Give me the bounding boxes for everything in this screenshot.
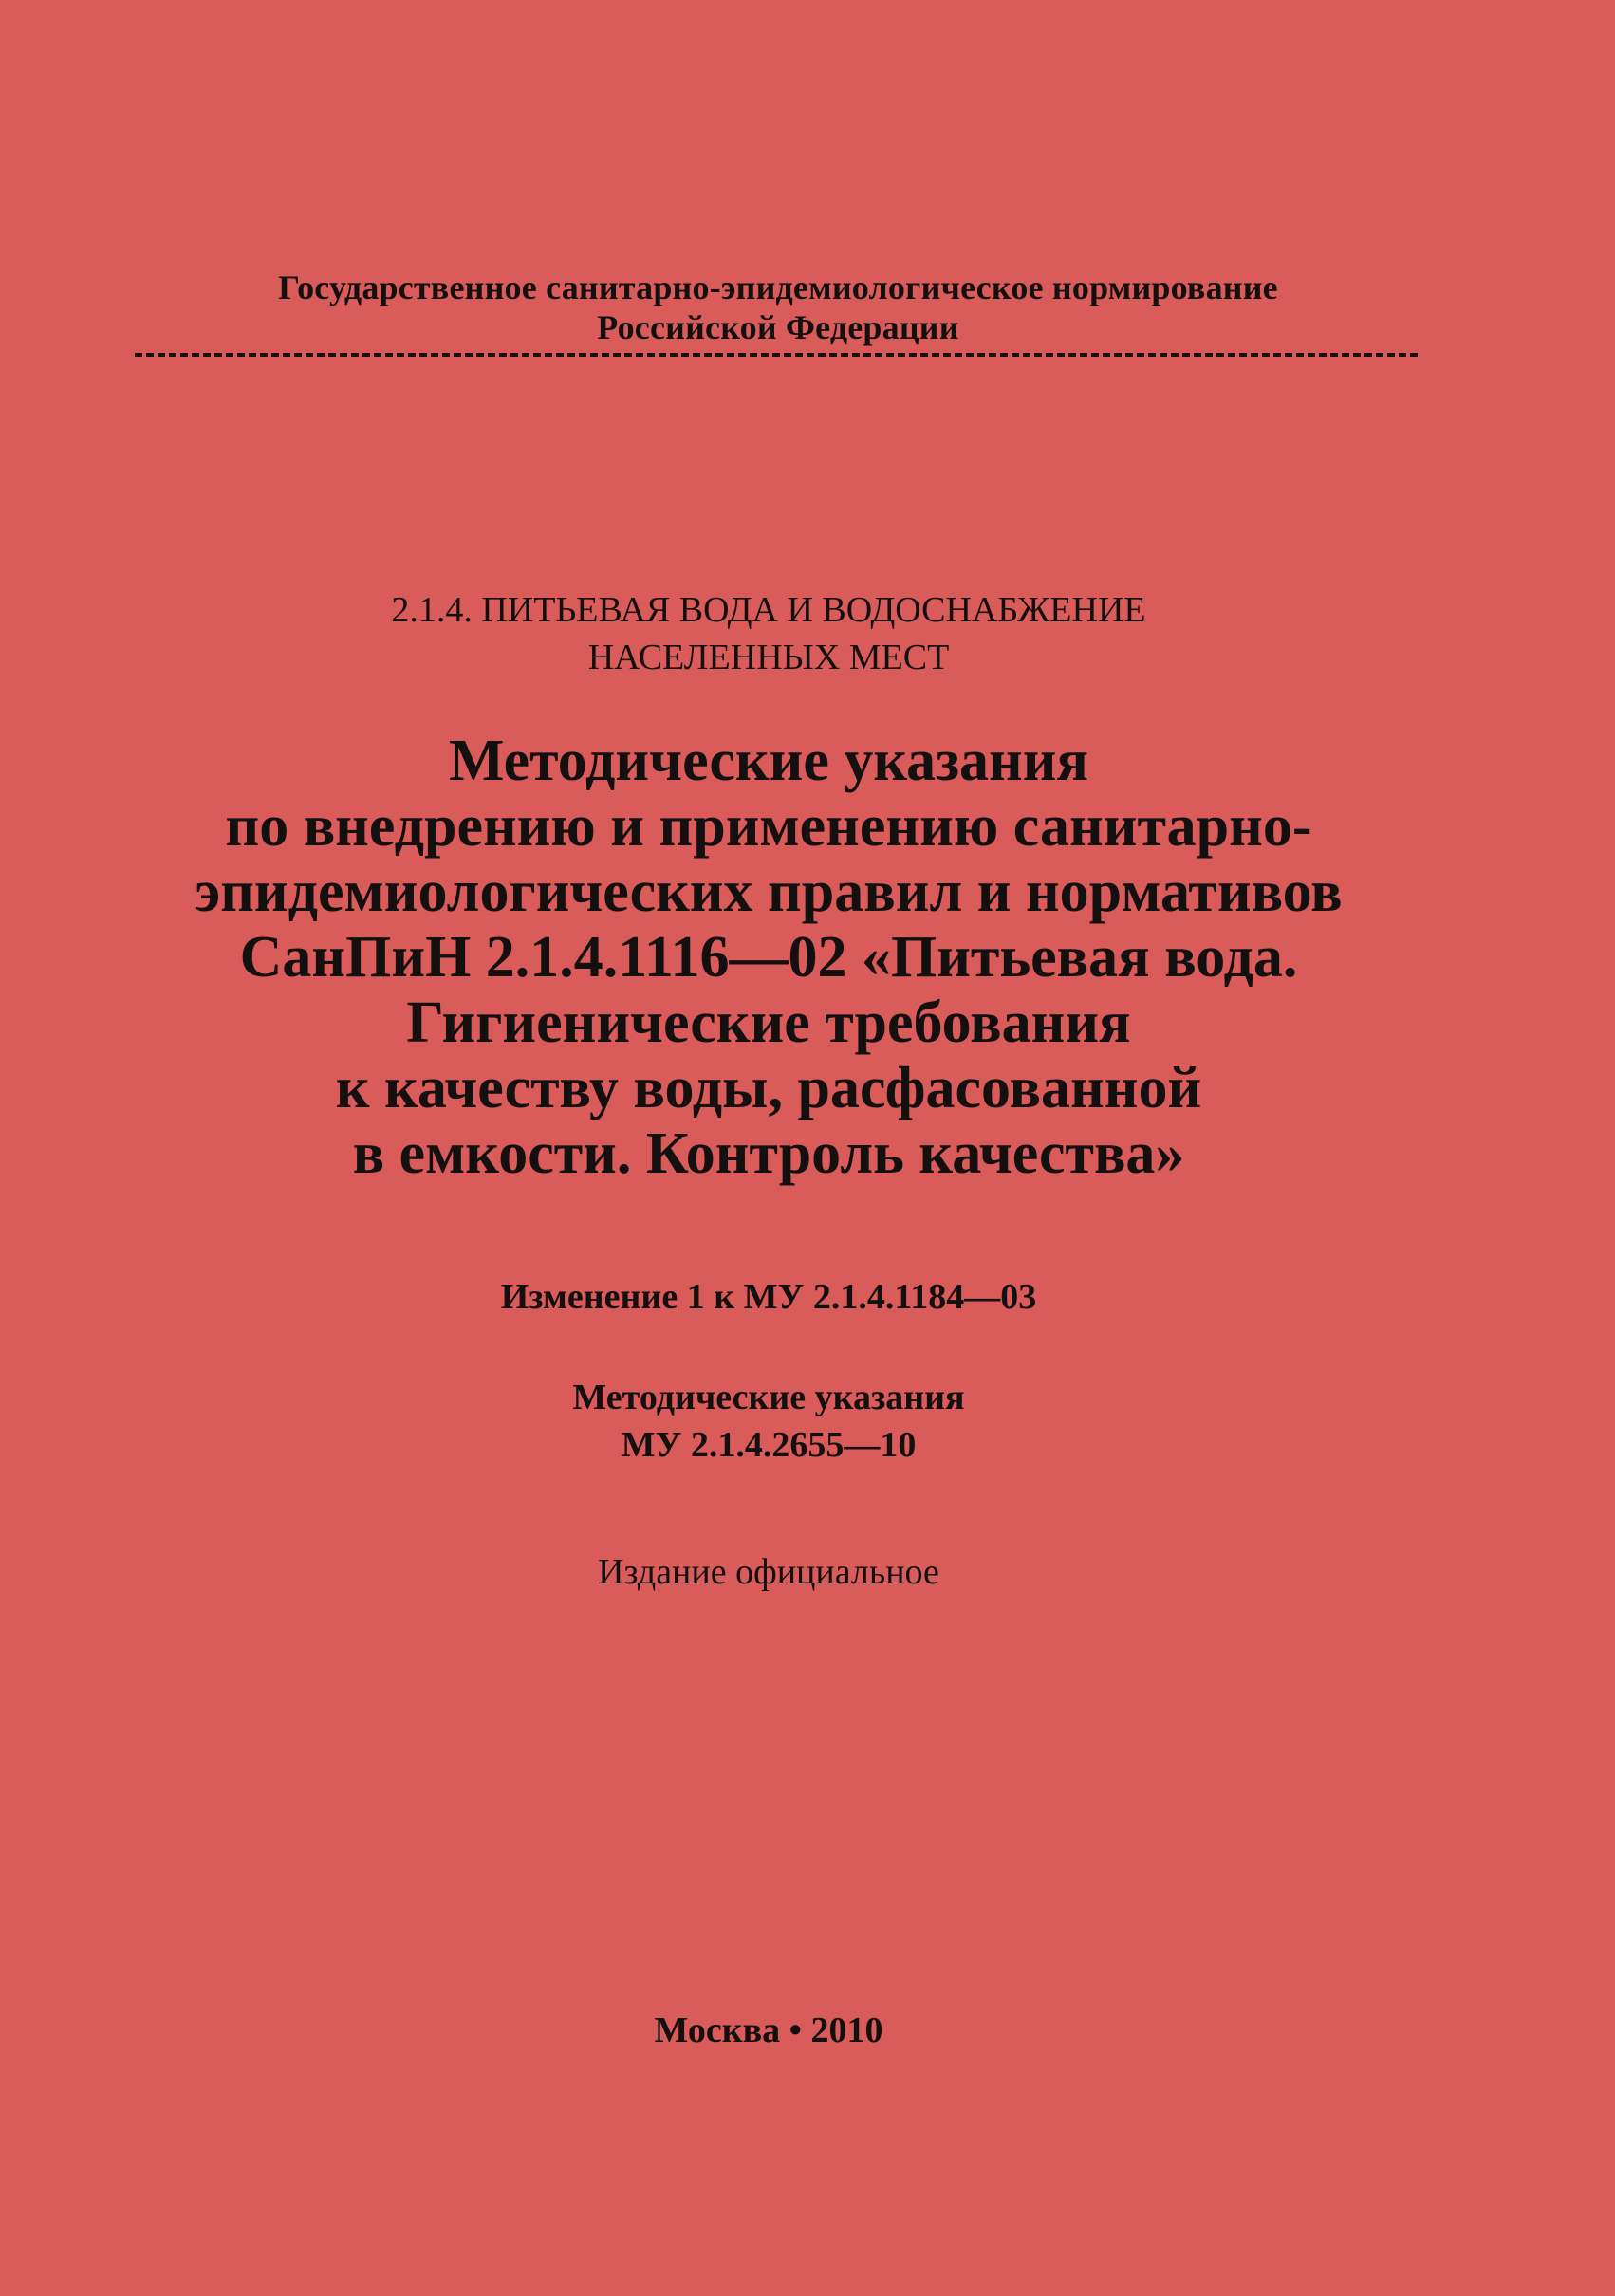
title-line-2: по внедрению и применению санитарно- [225,794,1312,859]
document-title [0,729,1537,1187]
designation-line-1: Методические указания [572,1378,965,1417]
designation-line-2: МУ 2.1.4.2655—10 [621,1425,917,1465]
title-line-1: Методические указания [448,729,1089,793]
issuing-authority-header [133,268,1423,347]
document-designation [0,1374,1537,1469]
section-heading [0,586,1537,681]
header-line-1: Государственное санитарно-эпидемиологическое нормирование [278,268,1278,306]
title-line-4: СанПиН 2.1.4.1116—02 «Питьевая вода. [239,925,1298,990]
imprint-text: Москва • 2010 [654,2010,883,2050]
amendment-text: Изменение 1 к МУ 2.1.4.1184—03 [500,1277,1037,1317]
edition-note [0,1551,1537,1593]
section-line-2: НАСЕЛЕННЫХ МЕСТ [587,638,950,677]
imprint [0,2009,1537,2051]
header-line-2: Российской Федерации [597,308,959,346]
section-line-1: 2.1.4. ПИТЬЕВАЯ ВОДА И ВОДОСНАБЖЕНИЕ [391,590,1146,630]
header-divider [135,353,1418,357]
amendment-note [0,1276,1537,1318]
title-line-7: в емкости. Контроль качества» [352,1121,1185,1186]
edition-text: Издание официальное [598,1552,939,1592]
title-line-5: Гигиенические требования [406,991,1131,1055]
title-line-3: эпидемиологических правил и нормативов [195,860,1343,924]
title-line-6: к качеству воды, расфасованной [335,1056,1202,1120]
